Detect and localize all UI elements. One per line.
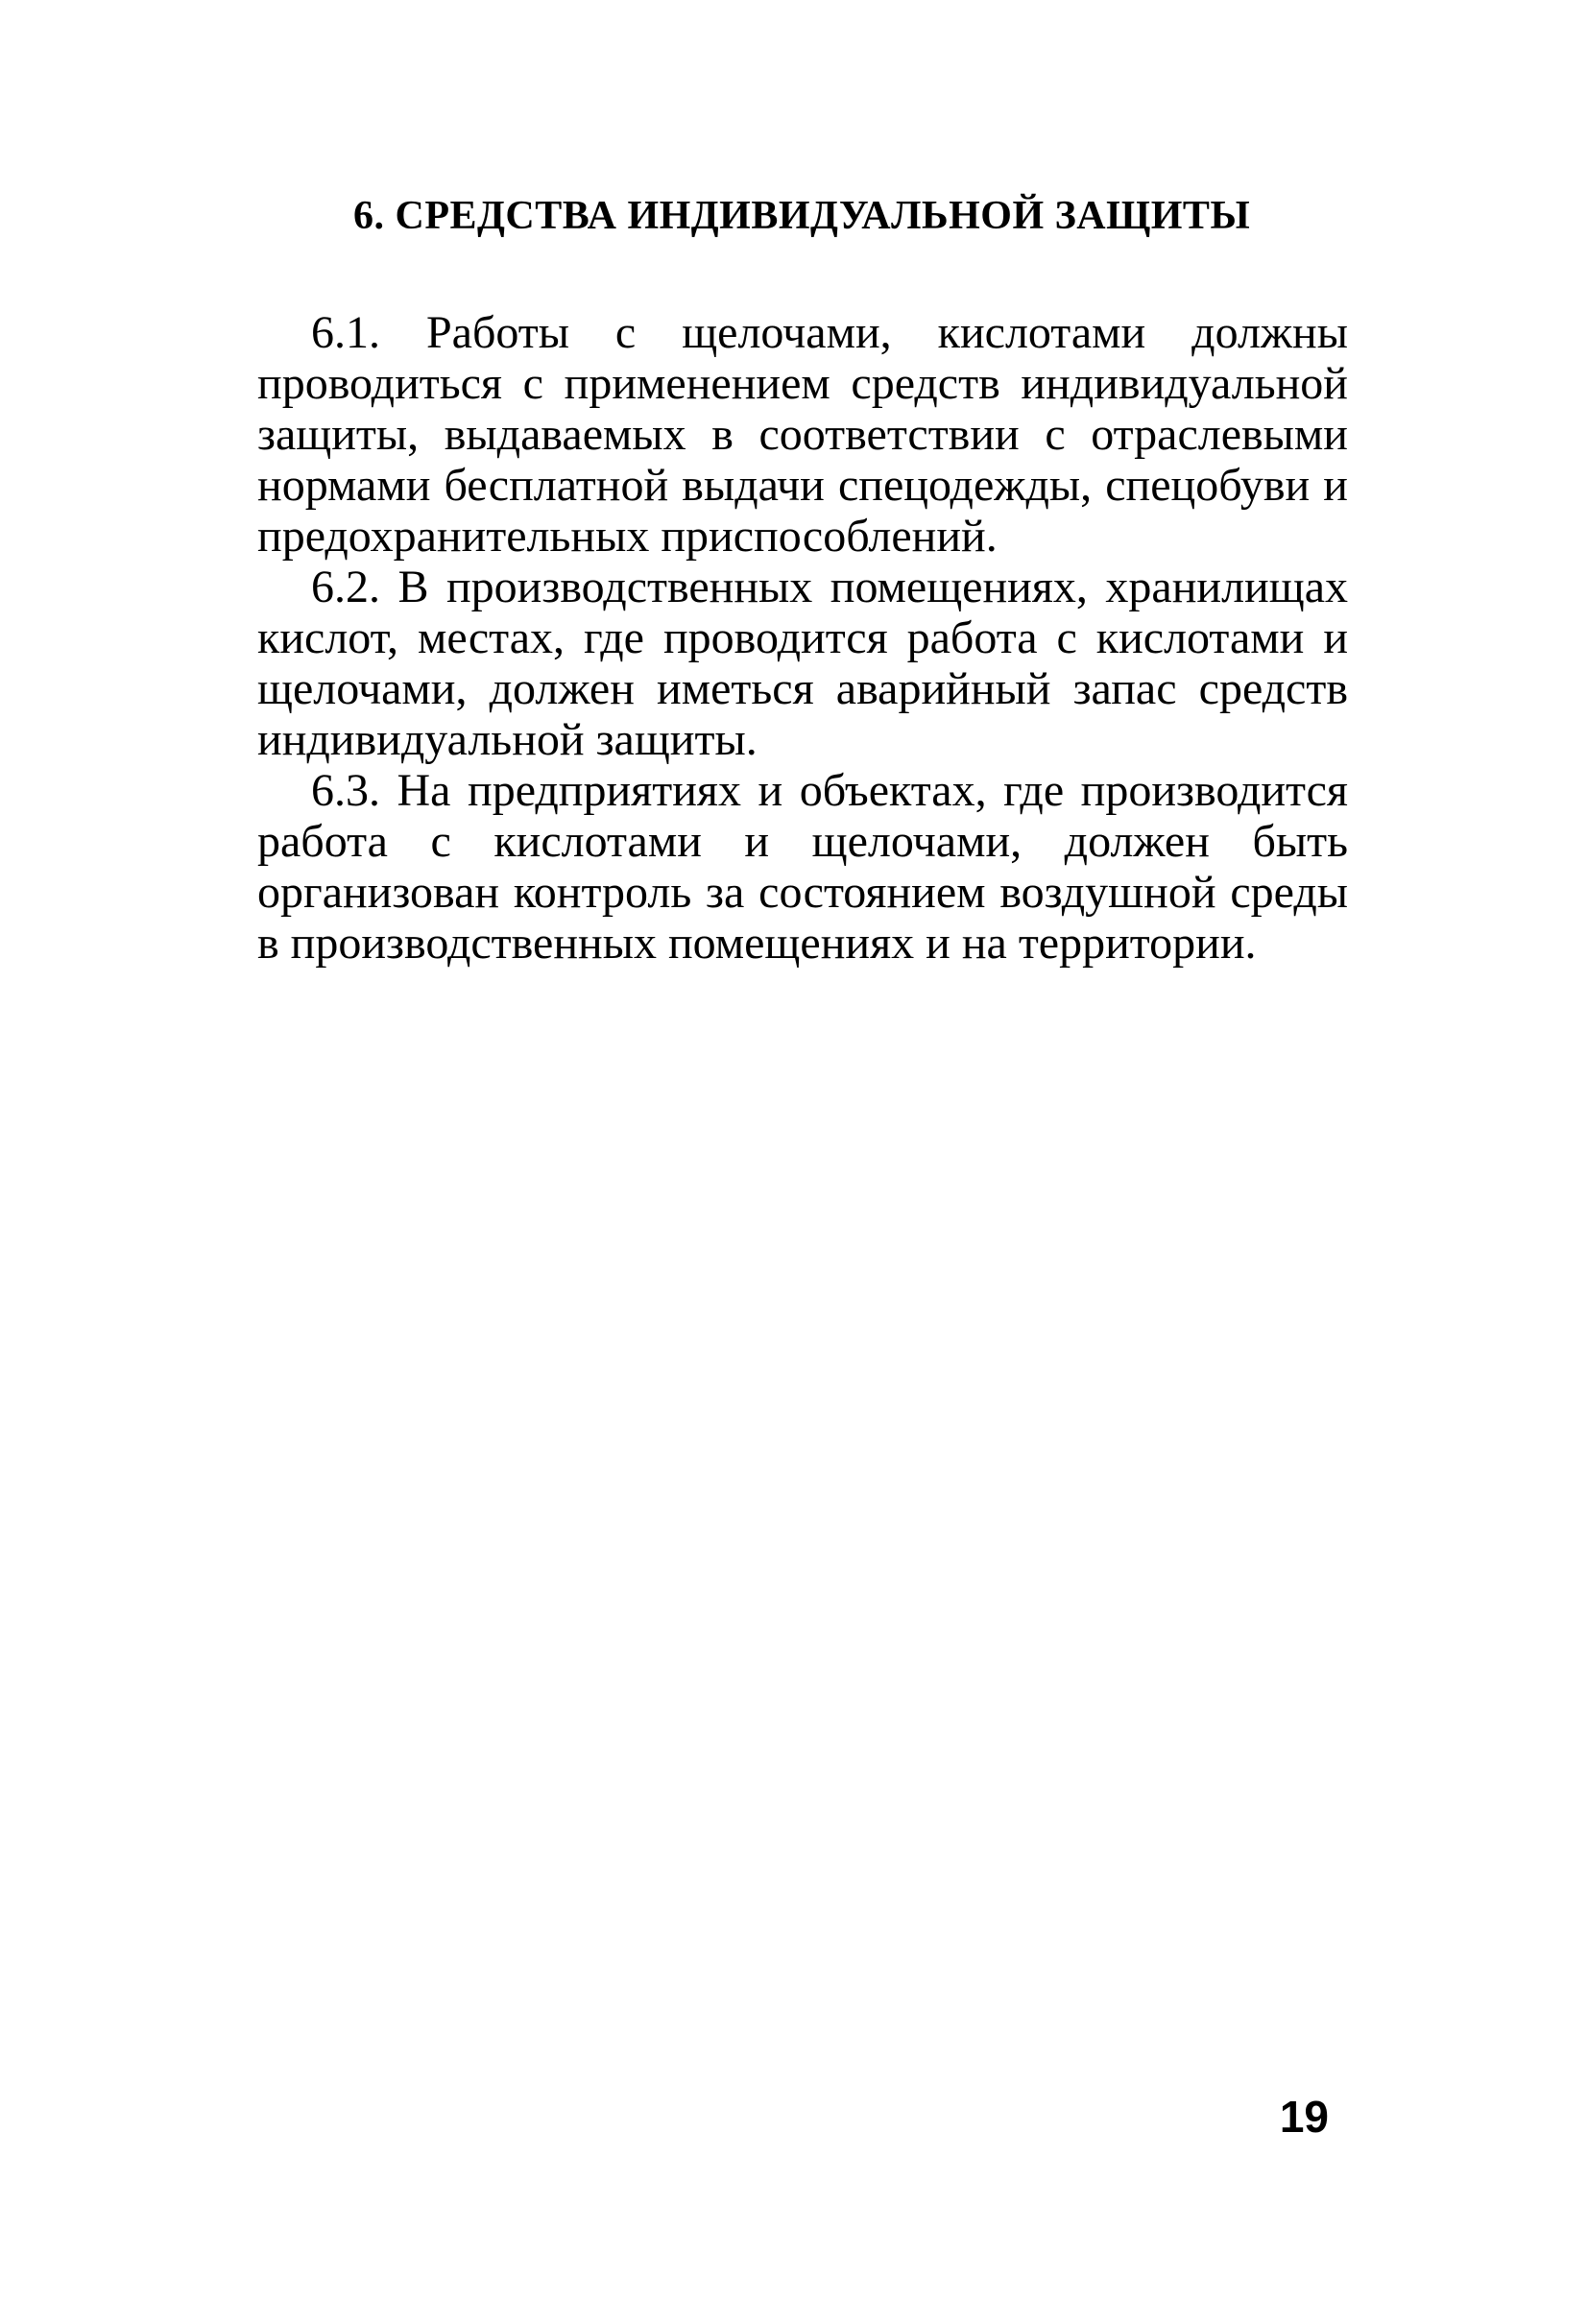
paragraph-6-2: 6.2. В производственных помещениях, хранилищах кислот, местах, где проводится работа с кислотами и щелочами, должен иметься аварийный запас средств индивидуальной защиты. [257, 562, 1348, 766]
page-content [257, 192, 1348, 969]
paragraph-6-3: 6.3. На предприятиях и объектах, где производится работа с кислотами и щелочами, должен быть организован контроль за состоянием воздушной среды в производственных помещениях и на территории. [257, 765, 1348, 970]
paragraph-6-1: 6.1. Работы с щелочами, кислотами должны проводиться с применением средств индивидуальной защиты, выдаваемых в соответствии с отраслевыми нормами бесплатной выдачи спецодежды, спецобуви и предохранительных приспособлений. [257, 307, 1348, 563]
page-number: 19 [1279, 2092, 1329, 2142]
section-heading: 6. СРЕДСТВА ИНДИВИДУАЛЬНОЙ ЗАЩИТЫ [353, 194, 1251, 238]
